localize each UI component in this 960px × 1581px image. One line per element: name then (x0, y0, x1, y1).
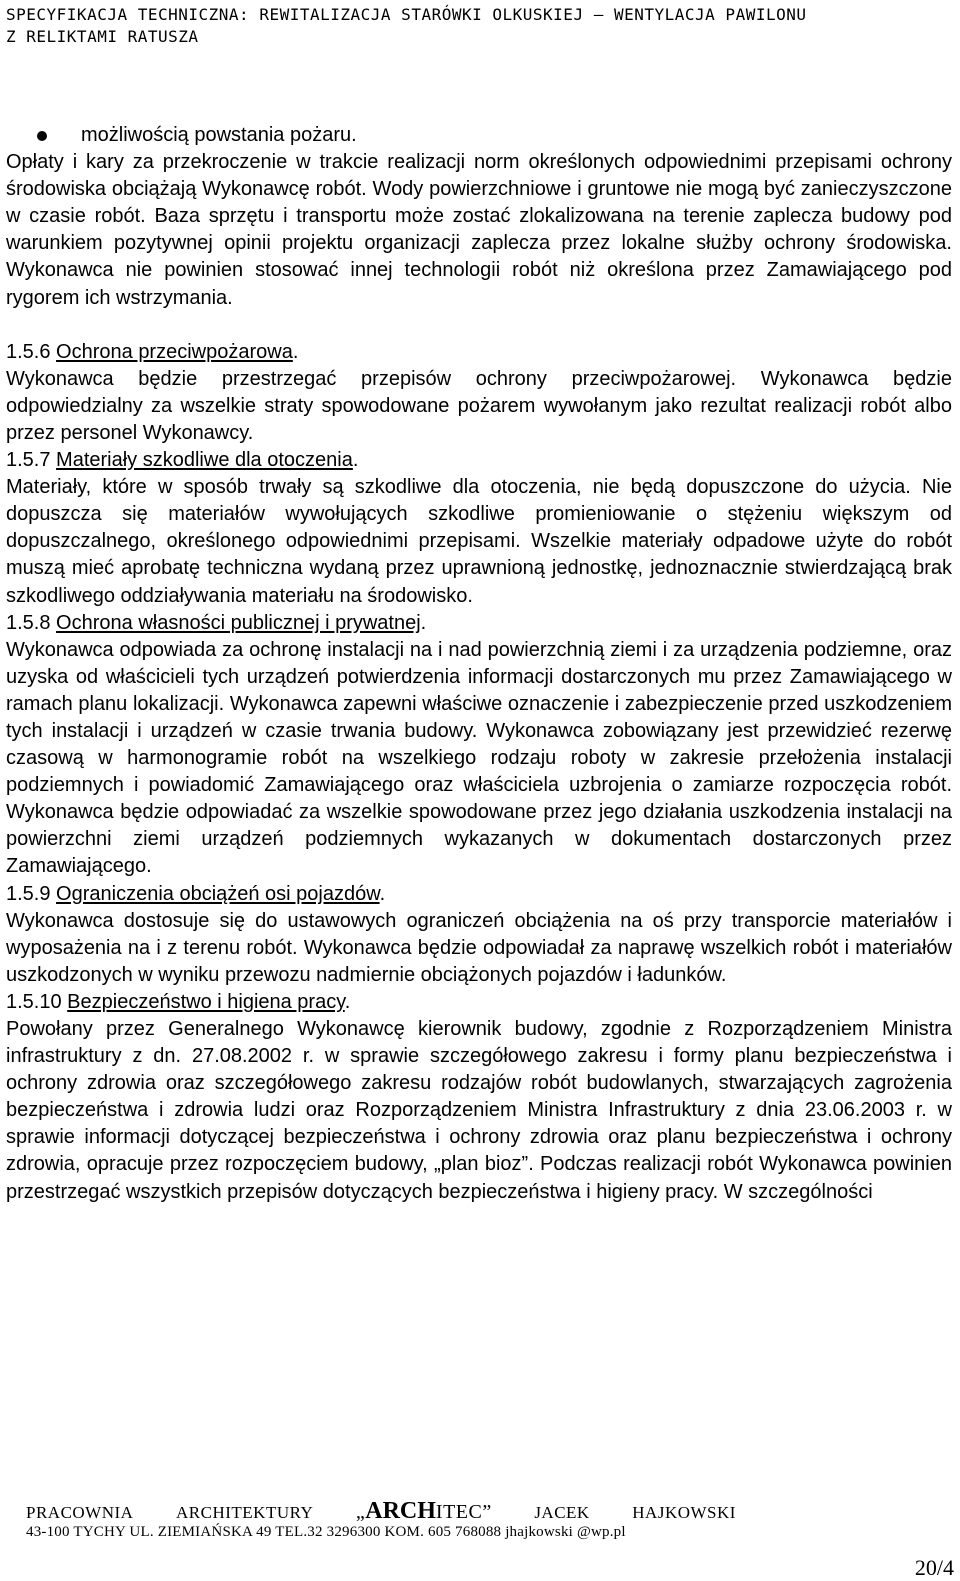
section-title: Ochrona przeciwpożarowa (56, 340, 293, 363)
section-text-1-5-9: Wykonawca dostosuje się do ustawowych ograniczeń obciążenia na oś przy transporcie materiałów i wyposażenia na i z terenu robót. Wykonawca będzie odpowiadał za naprawę wszelkich robót i materiałów uszkodzonych w wyniku przewozu nadmiernie obciążonych pojazdów i ładunków. (6, 909, 952, 986)
section-number: 1.5.9 (6, 882, 57, 905)
section-heading-1-5-10: 1.5.10 Bezpieczeństwo i higiena pracy. (6, 990, 351, 1013)
section-heading-1-5-7: 1.5.7 Materiały szkodliwe dla otoczenia. (6, 449, 359, 472)
brand-quote-open: „ (355, 1501, 366, 1523)
brand-arch: ARCH (365, 1498, 436, 1524)
footer-studio-line (26, 1498, 736, 1525)
section-number: 1.5.7 (6, 449, 57, 472)
bullet-item: możliwością powstania pożaru. (6, 122, 952, 149)
paragraph-environment: Opłaty i kary za przekroczenie w trakcie realizacji norm określonych odpowiednimi przepisami ochrony środowiska obciążają Wykonawcę robót. Wody powierzchniowe i gruntowe nie mogą być zanieczyszczone w czasie robót. Baza sprzętu i transportu może zostać zlokalizowana na terenie zaplecza budowy pod warunkiem pozytywnej opinii projektu organizacji zaplecza przez lokalne służby ochrony środowiska. Wykonawca nie powinien stosować innej technologii robót niż określona przez Zamawiającego pod rygorem ich wstrzymania. (6, 151, 952, 309)
section-number: 1.5.10 (6, 990, 68, 1013)
footer-brand-logo (356, 1498, 492, 1525)
document-body (6, 122, 952, 1206)
footer-contact-line: 43-100 TYCHY UL. ZIEMIAŃSKA 49 TEL.32 3296300 KOM. 605 768088 jhajkowski @wp.pl (26, 1524, 626, 1540)
section-title: Ograniczenia obciążeń osi pojazdów (56, 882, 380, 905)
section-title: Bezpieczeństwo i higiena pracy (67, 990, 345, 1013)
page-number: 20/4 (914, 1555, 954, 1580)
paragraph-gap (6, 312, 952, 339)
section-title: Materiały szkodliwe dla otoczenia (56, 449, 353, 472)
section-number: 1.5.8 (6, 611, 57, 634)
footer-word: HAJKOWSKI (632, 1503, 736, 1522)
header-line-1: SPECYFIKACJA TECHNICZNA: REWITALIZACJA STARÓWKI OLKUSKIEJ – WENTYLACJA PAWILONU (6, 5, 807, 24)
footer-word: JACEK (534, 1503, 590, 1522)
brand-quote-close: ” (482, 1501, 492, 1523)
brand-itec: ITEC (435, 1501, 483, 1523)
section-title: Ochrona własności publicznej i prywatnej (56, 611, 421, 634)
section-text-1-5-6: Wykonawca będzie przestrzegać przepisów ochrony przeciwpożarowej. Wykonawca będzie odpowiedzialny za wszelkie straty spowodowane pożarem wywołanym jako rezultat realizacji robót albo przez personel Wykonawcy. (6, 367, 952, 444)
section-heading-1-5-6: 1.5.6 Ochrona przeciwpożarowa. (6, 340, 299, 363)
footer-word: PRACOWNIA (26, 1503, 134, 1522)
section-text-1-5-10: Powołany przez Generalnego Wykonawcę kierownik budowy, zgodnie z Rozporządzeniem Ministra infrastruktury z dn. 27.08.2002 r. w sprawie szczegółowego zakresu i formy planu bezpieczeństwa i ochrony zdrowia oraz szczegółowego zakresu rodzajów robót budowlanych, stwarzających zagrożenia bezpieczeństwa i zdrowia ludzi oraz Rozporządzeniem Ministra Infrastruktury z dnia 23.06.2003 r. w sprawie informacji dotyczącej bezpieczeństwa i ochrony zdrowia oraz planu bezpieczeństwa i ochrony zdrowia, opracuje przez rozpoczęciem budowy, „plan bioz”. Podczas realizacji robót Wykonawca powinien przestrzegać wszystkich przepisów dotyczących bezpieczeństwa i higieny pracy. W szczególności (6, 1018, 952, 1203)
section-heading-1-5-8: 1.5.8 Ochrona własności publicznej i prywatnej. (6, 611, 427, 634)
footer-word: ARCHITEKTURY (176, 1503, 314, 1522)
section-text-1-5-7: Materiały, które w sposób trwały są szkodliwe dla otoczenia, nie będą dopuszczone do użycia. Nie dopuszcza się materiałów wywołujących szkodliwe promieniowanie o stężeniu większym od dopuszczalnego, określonego odpowiednimi przepisami. Wszelkie materiały odpadowe użyte do robót muszą mieć aprobatę techniczna wydaną przez uprawnioną jednostkę, jednoznacznie stwierdzającą brak szkodliwego oddziaływania materiału na środowisko. (6, 476, 952, 607)
running-header (6, 4, 956, 48)
section-number: 1.5.6 (6, 340, 57, 363)
section-heading-1-5-9: 1.5.9 Ograniczenia obciążeń osi pojazdów. (6, 882, 386, 905)
section-text-1-5-8: Wykonawca odpowiada za ochronę instalacji na i nad powierzchnią ziemi i za urządzenia podziemne, oraz uzyska od właścicieli tych urządzeń potwierdzenia informacji dostarczonych mu przez Zamawiającego w ramach planu lokalizacji. Wykonawca zapewni właściwe oznaczenie i zabezpieczenie przed uszkodzeniem tych instalacji i urządzeń w czasie trwania budowy. Wykonawca zobowiązany jest przewidzieć rezerwę czasową w harmonogramie robót na wszelkiego rodzaju roboty w zakresie przełożenia instalacji podziemnych i powiadomić Zamawiającego oraz właściciela uzbrojenia o zamiarze rozpoczęcia robót. Wykonawca będzie odpowiadać za wszelkie spowodowane przez jego działania uszkodzenia instalacji na powierzchni ziemi urządzeń podziemnych wykazanych w dokumentach dostarczonych przez Zamawiającego. (6, 638, 952, 878)
header-line-2: Z RELIKTAMI RATUSZA (6, 27, 199, 46)
